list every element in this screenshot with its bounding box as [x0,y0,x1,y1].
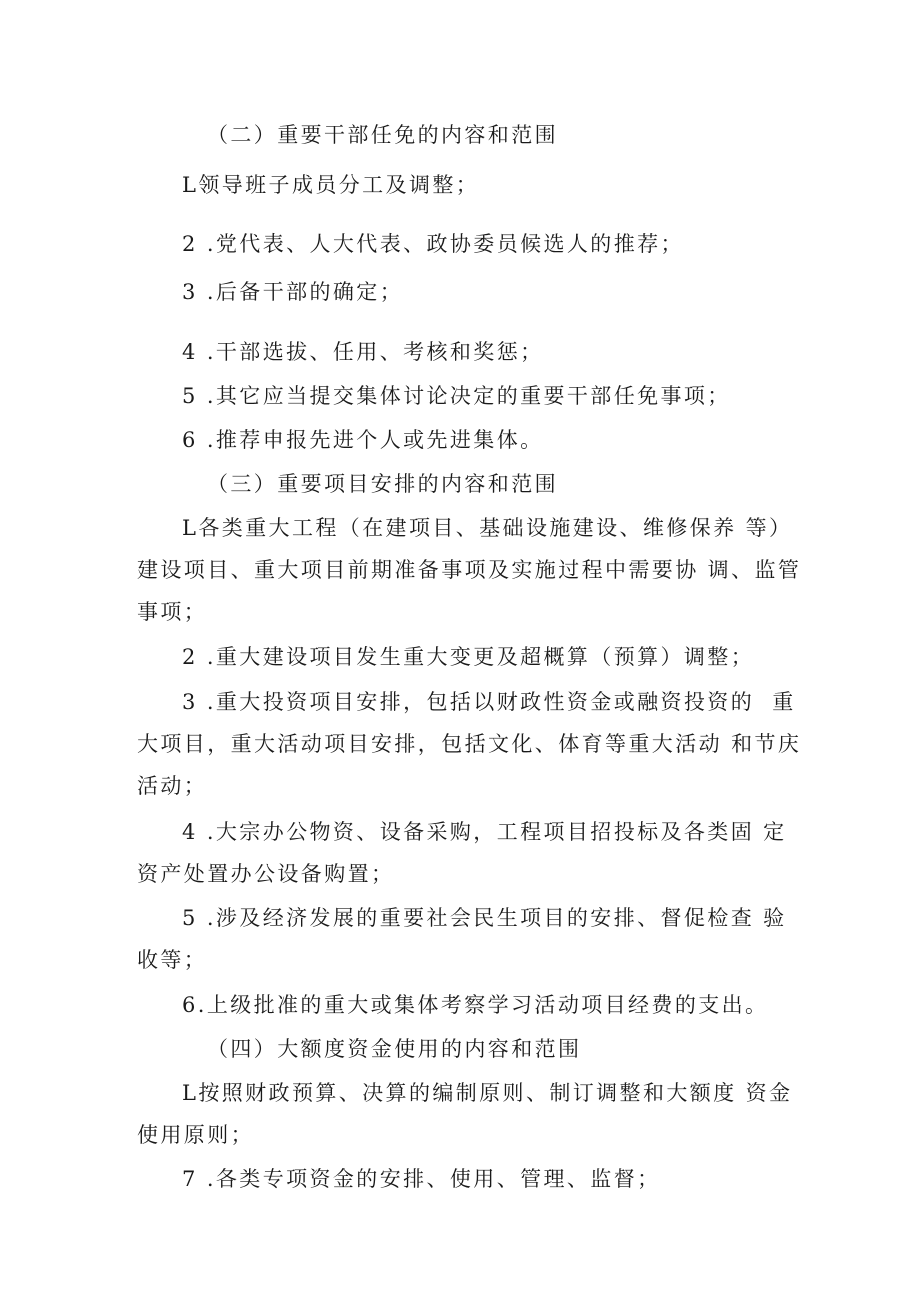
list-item-continuation: 收等； [137,948,208,972]
list-item-continuation: 事项； [137,600,208,624]
list-item: 6 .推荐申报先进个人或先进集体。 [182,428,544,452]
list-item: 2 .党代表、人大代表、政协委员候选人的推荐； [182,232,684,256]
list-item: L各类重大工程（在建项目、基础设施建设、维修保养 等） [182,516,793,540]
list-item-continuation: 资产处置办公设备购置； [137,862,395,886]
list-item: L按照财政预算、决算的编制原则、制订调整和大额度 资金 [182,1081,793,1105]
list-item-continuation: 建设项目、重大项目前期准备事项及实施过程中需要协 调、监管 [137,558,802,582]
list-item-continuation: 使用原则； [137,1123,254,1147]
list-item: L领导班子成员分工及调整； [182,173,480,197]
list-item: 3 .后备干部的确定； [182,280,404,304]
list-item-continuation: 大项目，重大活动项目安排，包括文化、体育等重大活动 和节庆 [137,732,802,756]
list-item: 6.上级批准的重大或集体考察学习活动项目经费的支出。 [182,993,769,1017]
list-item: 5 .涉及经济发展的重要社会民生项目的安排、督促检查 验 [182,906,787,930]
list-item: 5 .其它应当提交集体讨论决定的重要干部任免事项； [182,384,731,408]
section-heading-cadre-appointment: （二）重要干部任免的内容和范围 [207,123,558,147]
section-heading-project-arrangement: （三）重要项目安排的内容和范围 [207,472,558,496]
list-item: 4 .大宗办公物资、设备采购，工程项目招投标及各类固 定 [182,820,787,844]
list-item-continuation: 活动； [137,774,208,798]
section-heading-large-funds: （四）大额度资金使用的内容和范围 [207,1037,582,1061]
list-item: 3 .重大投资项目安排，包括以财政性资金或融资投资的 重 [182,690,796,714]
list-item: 4 .干部选拔、任用、考核和奖惩； [182,340,544,364]
list-item: 2 .重大建设项目发生重大变更及超概算（预算）调整； [182,645,755,669]
list-item: 7 .各类专项资金的安排、使用、管理、监督； [182,1167,661,1191]
